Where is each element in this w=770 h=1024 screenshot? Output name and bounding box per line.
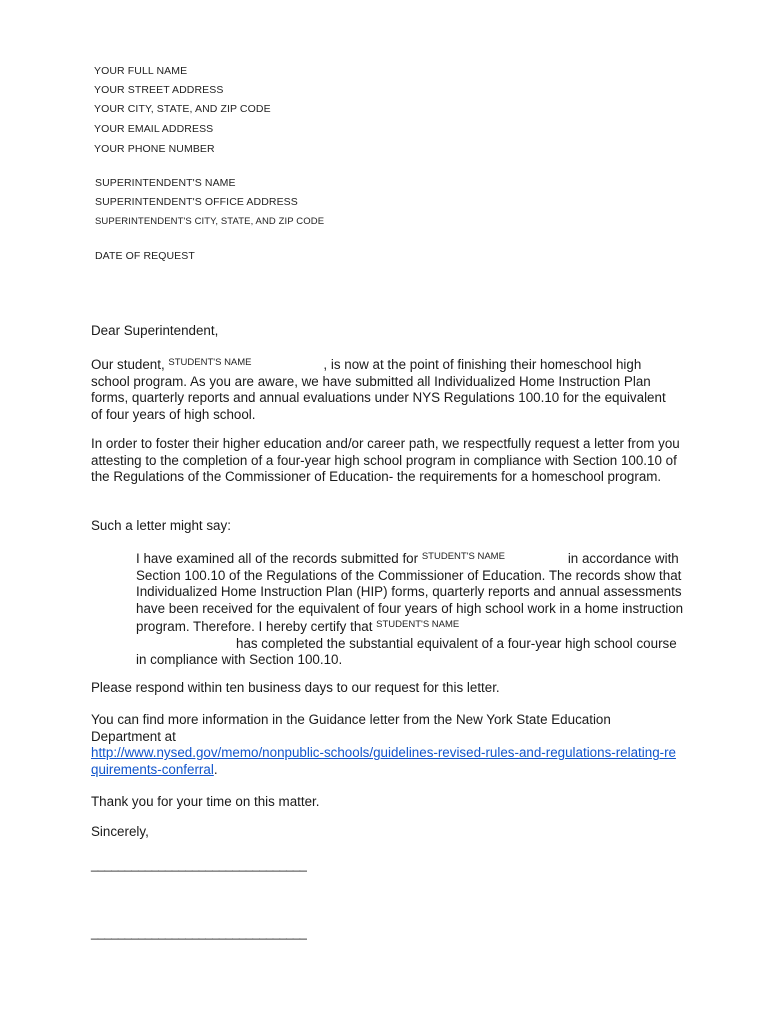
sender-full-name: YOUR FULL NAME	[94, 65, 188, 77]
quote-text-end: has completed the substantial equivalent of a four-year high school course in compliance with Section 100.10.	[136, 635, 677, 667]
paragraph-5	[91, 712, 683, 778]
closing: Sincerely,	[91, 824, 149, 839]
paragraph-4: Please respond within ten business days to our request for this letter.	[91, 680, 500, 695]
para1-text-rest: , is now at the point of finishing their homeschool high school program. As you are aware, we have submitted all Individualized Home Instruction Plan forms, quarterly reports and annual evaluations under NYS Regulations 100.10 for the equivalent of four years of high school.	[91, 357, 666, 422]
salutation: Dear Superintendent,	[91, 323, 219, 338]
quote-text-middle: in accordance with Section 100.10 of the Regulations of the Commissioner of Education. The records show that Individualized Home Instruction Plan (HIP) forms, quarterly reports and annual assessments have been received for the equivalent of four years of high school work in a home instruction program. Therefore. I hereby certify that	[136, 551, 684, 634]
recipient-city-state-zip: SUPERINTENDENT'S CITY, STATE, AND ZIP CODE	[95, 216, 325, 227]
signature-line[interactable]: ________________________________	[91, 857, 307, 872]
student-name-field-2[interactable]: STUDENT'S NAME	[421, 551, 505, 562]
quote-text-start: I have examined all of the records submitted for	[136, 551, 422, 566]
student-name-field-3[interactable]: STUDENT'S NAME	[376, 619, 460, 630]
recipient-office-address: SUPERINTENDENT'S OFFICE ADDRESS	[95, 196, 298, 208]
sender-street: YOUR STREET ADDRESS	[94, 84, 224, 96]
student-name-field[interactable]: STUDENT'S NAME	[168, 357, 252, 368]
paragraph-2: In order to foster their higher education and/or career path, we respectfully request a letter from you attesting to the completion of a four-year high school program in compliance with Section 100.10 of the Regulations of the Commissioner of Education- the requirements for a homeschool program.	[91, 436, 680, 484]
recipient-name: SUPERINTENDENT'S NAME	[95, 177, 236, 189]
para5-after: .	[213, 761, 218, 777]
date-of-request: DATE OF REQUEST	[95, 250, 195, 262]
para1-text-start: Our student,	[91, 357, 169, 372]
paragraph-3: Such a letter might say:	[91, 518, 231, 533]
sender-city-state-zip: YOUR CITY, STATE, AND ZIP CODE	[94, 103, 271, 115]
sample-letter-quote	[136, 549, 686, 669]
signature-line-2[interactable]: ________________________________	[91, 925, 307, 940]
paragraph-1	[91, 355, 669, 423]
para5-text: You can find more information in the Guidance letter from the New York State Education Department at	[91, 712, 611, 744]
sender-email: YOUR EMAIL ADDRESS	[94, 123, 214, 135]
guidance-link[interactable]: http://www.nysed.gov/memo/nonpublic-schools/guidelines-revised-rules-and-regulations-relating-requirements-conferral	[91, 745, 677, 777]
paragraph-6: Thank you for your time on this matter.	[91, 794, 320, 809]
sender-phone: YOUR PHONE NUMBER	[94, 143, 215, 155]
